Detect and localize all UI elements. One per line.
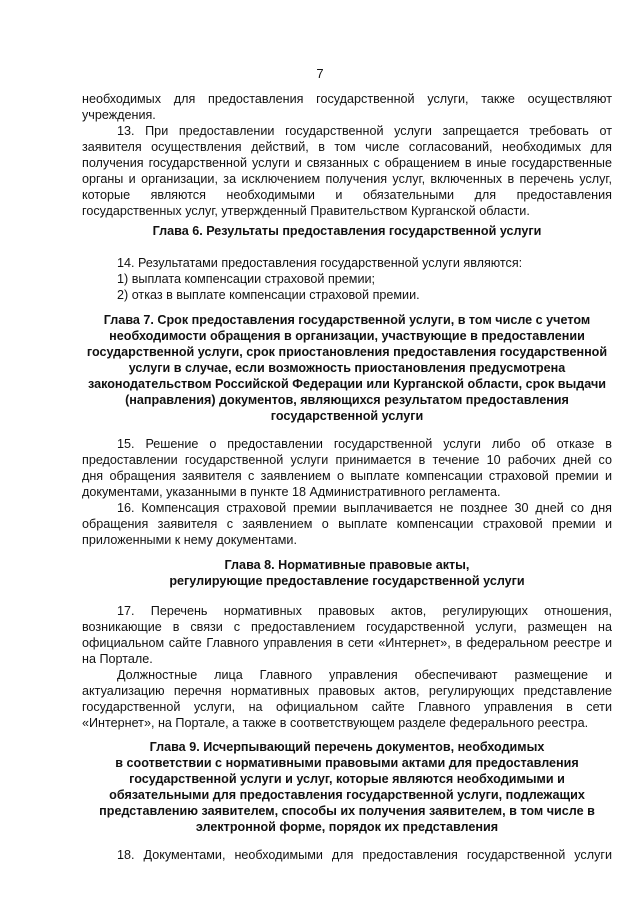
heading-line: государственной услуги	[270, 409, 424, 423]
heading-line: в соответствии с нормативными правовыми актами для предоставления	[115, 756, 579, 770]
text-line: необходимых для предоставления государственной услуги, также осуществляют	[82, 92, 612, 106]
text-line: 15. Решение о предоставлении государственной услуги либо об отказе в	[117, 437, 612, 451]
text-line: получения государственной услуги и связанных с обращением в иные государственные	[82, 156, 612, 170]
heading-line: государственной услуги и услуг, которые являются необходимыми и	[129, 772, 565, 786]
list-item: 1) выплата компенсации страховой премии;	[117, 272, 376, 286]
text-line: 17. Перечень нормативных правовых актов, регулирующих отношения,	[117, 604, 612, 618]
chapter-8-heading	[82, 557, 612, 589]
text-line: приложенными к нему документами.	[82, 533, 297, 547]
paragraph-16	[82, 500, 612, 548]
heading-line: законодательством Российской Федерации или Курганской области, срок выдачи	[87, 377, 607, 391]
paragraph-17	[82, 603, 612, 667]
text-line: обращения заявителя с заявлением о выплате компенсации страховой премии и	[82, 517, 612, 531]
text-line: актуализацию перечня нормативных правовых актов, регулирующих представление	[82, 684, 612, 698]
paragraph-13	[82, 123, 612, 219]
heading-line: необходимости обращения в организации, участвующие в предоставлении	[109, 329, 585, 343]
text-line: государственной услуги, на официальном сайте Главного управления в сети	[82, 700, 612, 714]
page-number: 7	[316, 66, 324, 81]
text-line: 18. Документами, необходимыми для предоставления государственной услуги	[117, 848, 612, 862]
text-line: которые являются необходимыми и обязательными для предоставления	[82, 188, 612, 202]
chapter-9-heading	[82, 739, 612, 835]
text-line: «Интернет», на Портале, а также в соответствующем разделе федерального реестра.	[82, 716, 589, 730]
heading-line: электронной форме, порядок их представления	[195, 820, 499, 834]
text-line: 16. Компенсация страховой премии выплачивается не позднее 30 дней со дня	[117, 501, 612, 515]
list-item: 2) отказ в выплате компенсации страховой премии.	[117, 288, 420, 302]
paragraph-18	[82, 847, 612, 863]
text-line: Должностные лица Главного управления обеспечивают размещение и	[117, 668, 612, 682]
heading-line: регулирующие предоставление государственной услуги	[169, 574, 525, 588]
text-line: государственных услуг, утвержденный Правительством Курганской области.	[82, 204, 530, 218]
heading-line: государственной услуги, срок приостановления предоставления государственной	[86, 345, 608, 359]
paragraph-14	[82, 255, 612, 303]
text-line: возникающие в связи с предоставлением государственной услуги, размещен на	[82, 620, 612, 634]
paragraph-17-continued	[82, 667, 612, 731]
text-line: дня обращения заявителя с заявлением о выплате компенсации страховой премии и	[82, 469, 612, 483]
text-line: предоставлении государственной услуги принимается в течение 10 рабочих дней со	[82, 453, 612, 467]
paragraph-12-end	[82, 91, 612, 123]
text-line: на Портале.	[82, 652, 153, 666]
heading-line: представлению заявителем, способы их получения заявителем, в том числе в	[99, 804, 595, 818]
heading-line: Глава 7. Срок предоставления государственной услуги, в том числе с учетом	[103, 313, 591, 327]
text-line: официальном сайте Главного управления в сети «Интернет», в федеральном реестре и	[82, 636, 612, 650]
text-line: 14. Результатами предоставления государственной услуги являются:	[117, 256, 523, 270]
heading-line: Глава 9. Исчерпывающий перечень документов, необходимых	[149, 740, 545, 754]
text-line: документами, указанными в пункте 18 Административного регламента.	[82, 485, 501, 499]
text-line: 13. При предоставлении государственной услуги запрещается требовать от	[117, 124, 612, 138]
chapter-7-heading	[82, 312, 612, 424]
text-line: учреждения.	[82, 108, 156, 122]
heading-line: обязательными для предоставления государственной услуги, подлежащих	[109, 788, 585, 802]
chapter-6-heading: Глава 6. Результаты предоставления государственной услуги	[152, 224, 542, 238]
text-line: органы и организации, за исключением получения услуг, включенных в перечень услуг,	[82, 172, 612, 186]
heading-line: (направления) документов, являющихся результатом предоставления	[125, 393, 569, 407]
heading-line: Глава 8. Нормативные правовые акты,	[224, 558, 470, 572]
heading-line: услуги в случае, если возможность приостановления предусмотрена	[128, 361, 566, 375]
text-line: заявителя осуществления действий, в том числе согласований, необходимых для	[82, 140, 612, 154]
paragraph-15	[82, 436, 612, 500]
